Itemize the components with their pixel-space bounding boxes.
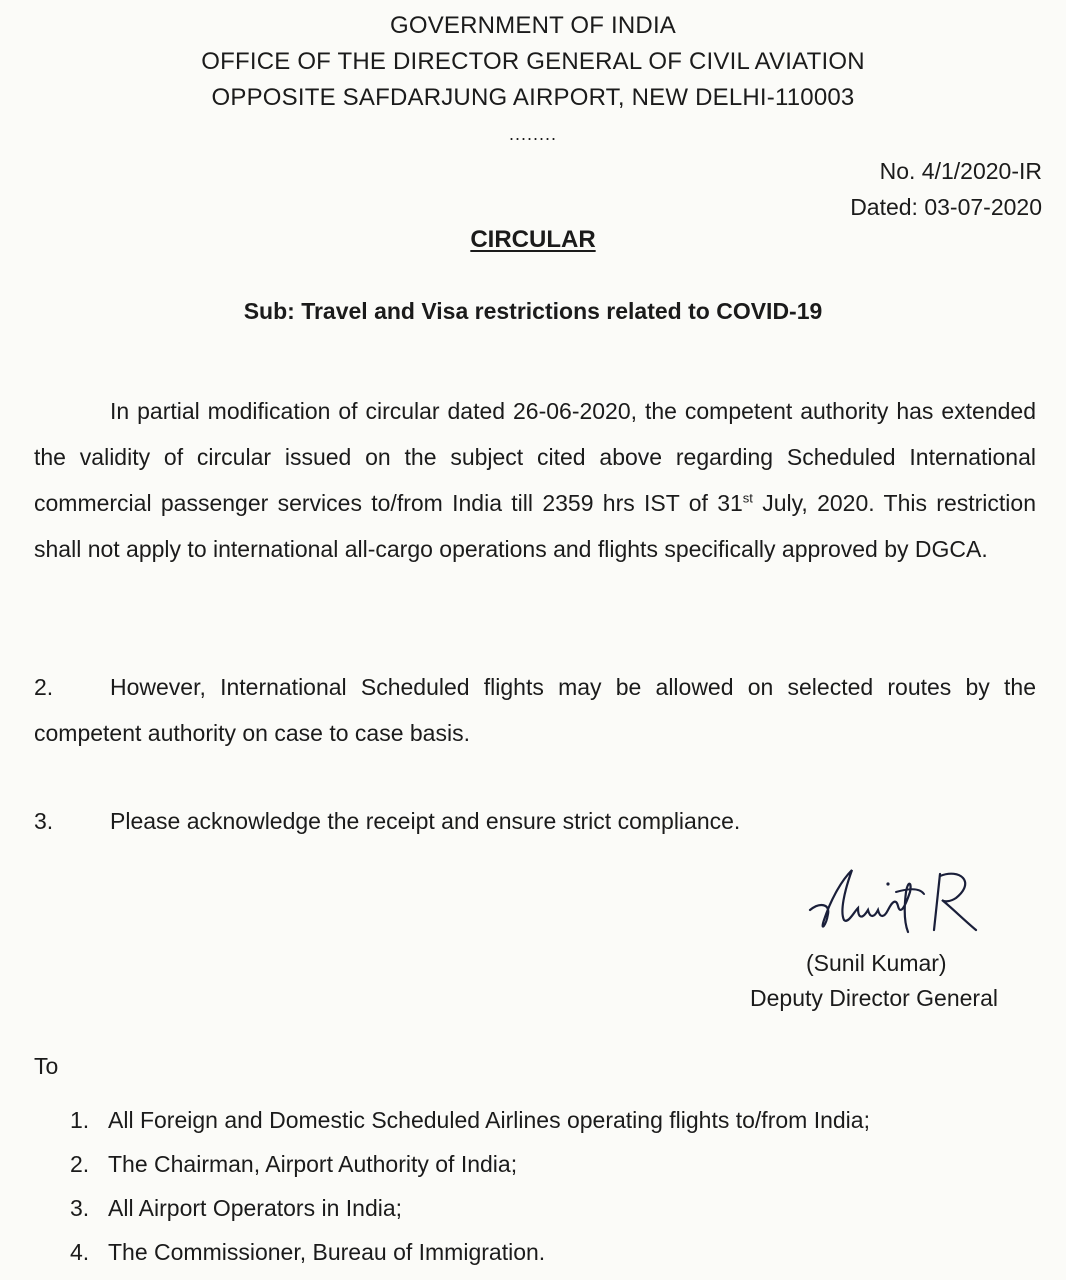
paragraph-1-text-a: In partial modification of circular dated 26-06-2020, the competent authority has extended the validity of circular issued on the subject cited above regarding Scheduled International commercial passenger services to/from India till 2359 hrs IST of 31: [34, 398, 1036, 516]
list-item: [70, 1098, 870, 1142]
reference-number: No. 4/1/2020-IR: [879, 158, 1042, 184]
header-government: GOVERNMENT OF INDIA: [389, 12, 677, 39]
paragraph-1: [34, 388, 1036, 572]
paragraph-2-text: However, International Scheduled flights may be allowed on selected routes by the competent authority on case to case basis.: [34, 674, 1036, 746]
reference-date: Dated: 03-07-2020: [850, 194, 1042, 220]
list-item-number: 3.: [70, 1195, 90, 1221]
list-item: [70, 1142, 870, 1186]
paragraph-3-number: 3.: [34, 808, 54, 834]
paragraph-2-number: 2.: [34, 674, 54, 700]
list-item-text: The Commissioner, Bureau of Immigration.: [108, 1239, 546, 1265]
paragraph-1-sup: st: [742, 490, 753, 506]
handwritten-signature: [800, 862, 990, 942]
subject-line: Sub: Travel and Visa restrictions related to COVID-19: [243, 298, 823, 324]
to-label: To: [34, 1053, 59, 1079]
list-item-number: 1.: [70, 1107, 90, 1133]
signatory-designation: Deputy Director General: [750, 985, 998, 1011]
paragraph-3: [34, 798, 1036, 844]
list-item-number: 2.: [70, 1151, 90, 1177]
recipient-list: [70, 1098, 870, 1274]
paragraph-3-text: Please acknowledge the receipt and ensure strict compliance.: [110, 808, 741, 834]
header-address: OPPOSITE SAFDARJUNG AIRPORT, NEW DELHI-110003: [211, 84, 855, 111]
header-office: OFFICE OF THE DIRECTOR GENERAL OF CIVIL AVIATION: [201, 48, 865, 75]
list-item-text: The Chairman, Airport Authority of India;: [108, 1151, 518, 1177]
list-item: [70, 1186, 870, 1230]
header-separator: ........: [508, 124, 557, 144]
list-item: [70, 1230, 870, 1274]
paragraph-2: [34, 664, 1036, 756]
document-title: CIRCULAR: [470, 226, 596, 253]
list-item-text: All Airport Operators in India;: [108, 1195, 403, 1221]
list-item-text: All Foreign and Domestic Scheduled Airlines operating flights to/from India;: [108, 1107, 870, 1133]
signatory-name: (Sunil Kumar): [806, 950, 947, 976]
paragraph-1-text-b: July, 2020. This restriction shall not apply to international all-cargo operations and flights specifically approved by DGCA.: [34, 490, 1036, 562]
list-item-number: 4.: [70, 1239, 90, 1265]
